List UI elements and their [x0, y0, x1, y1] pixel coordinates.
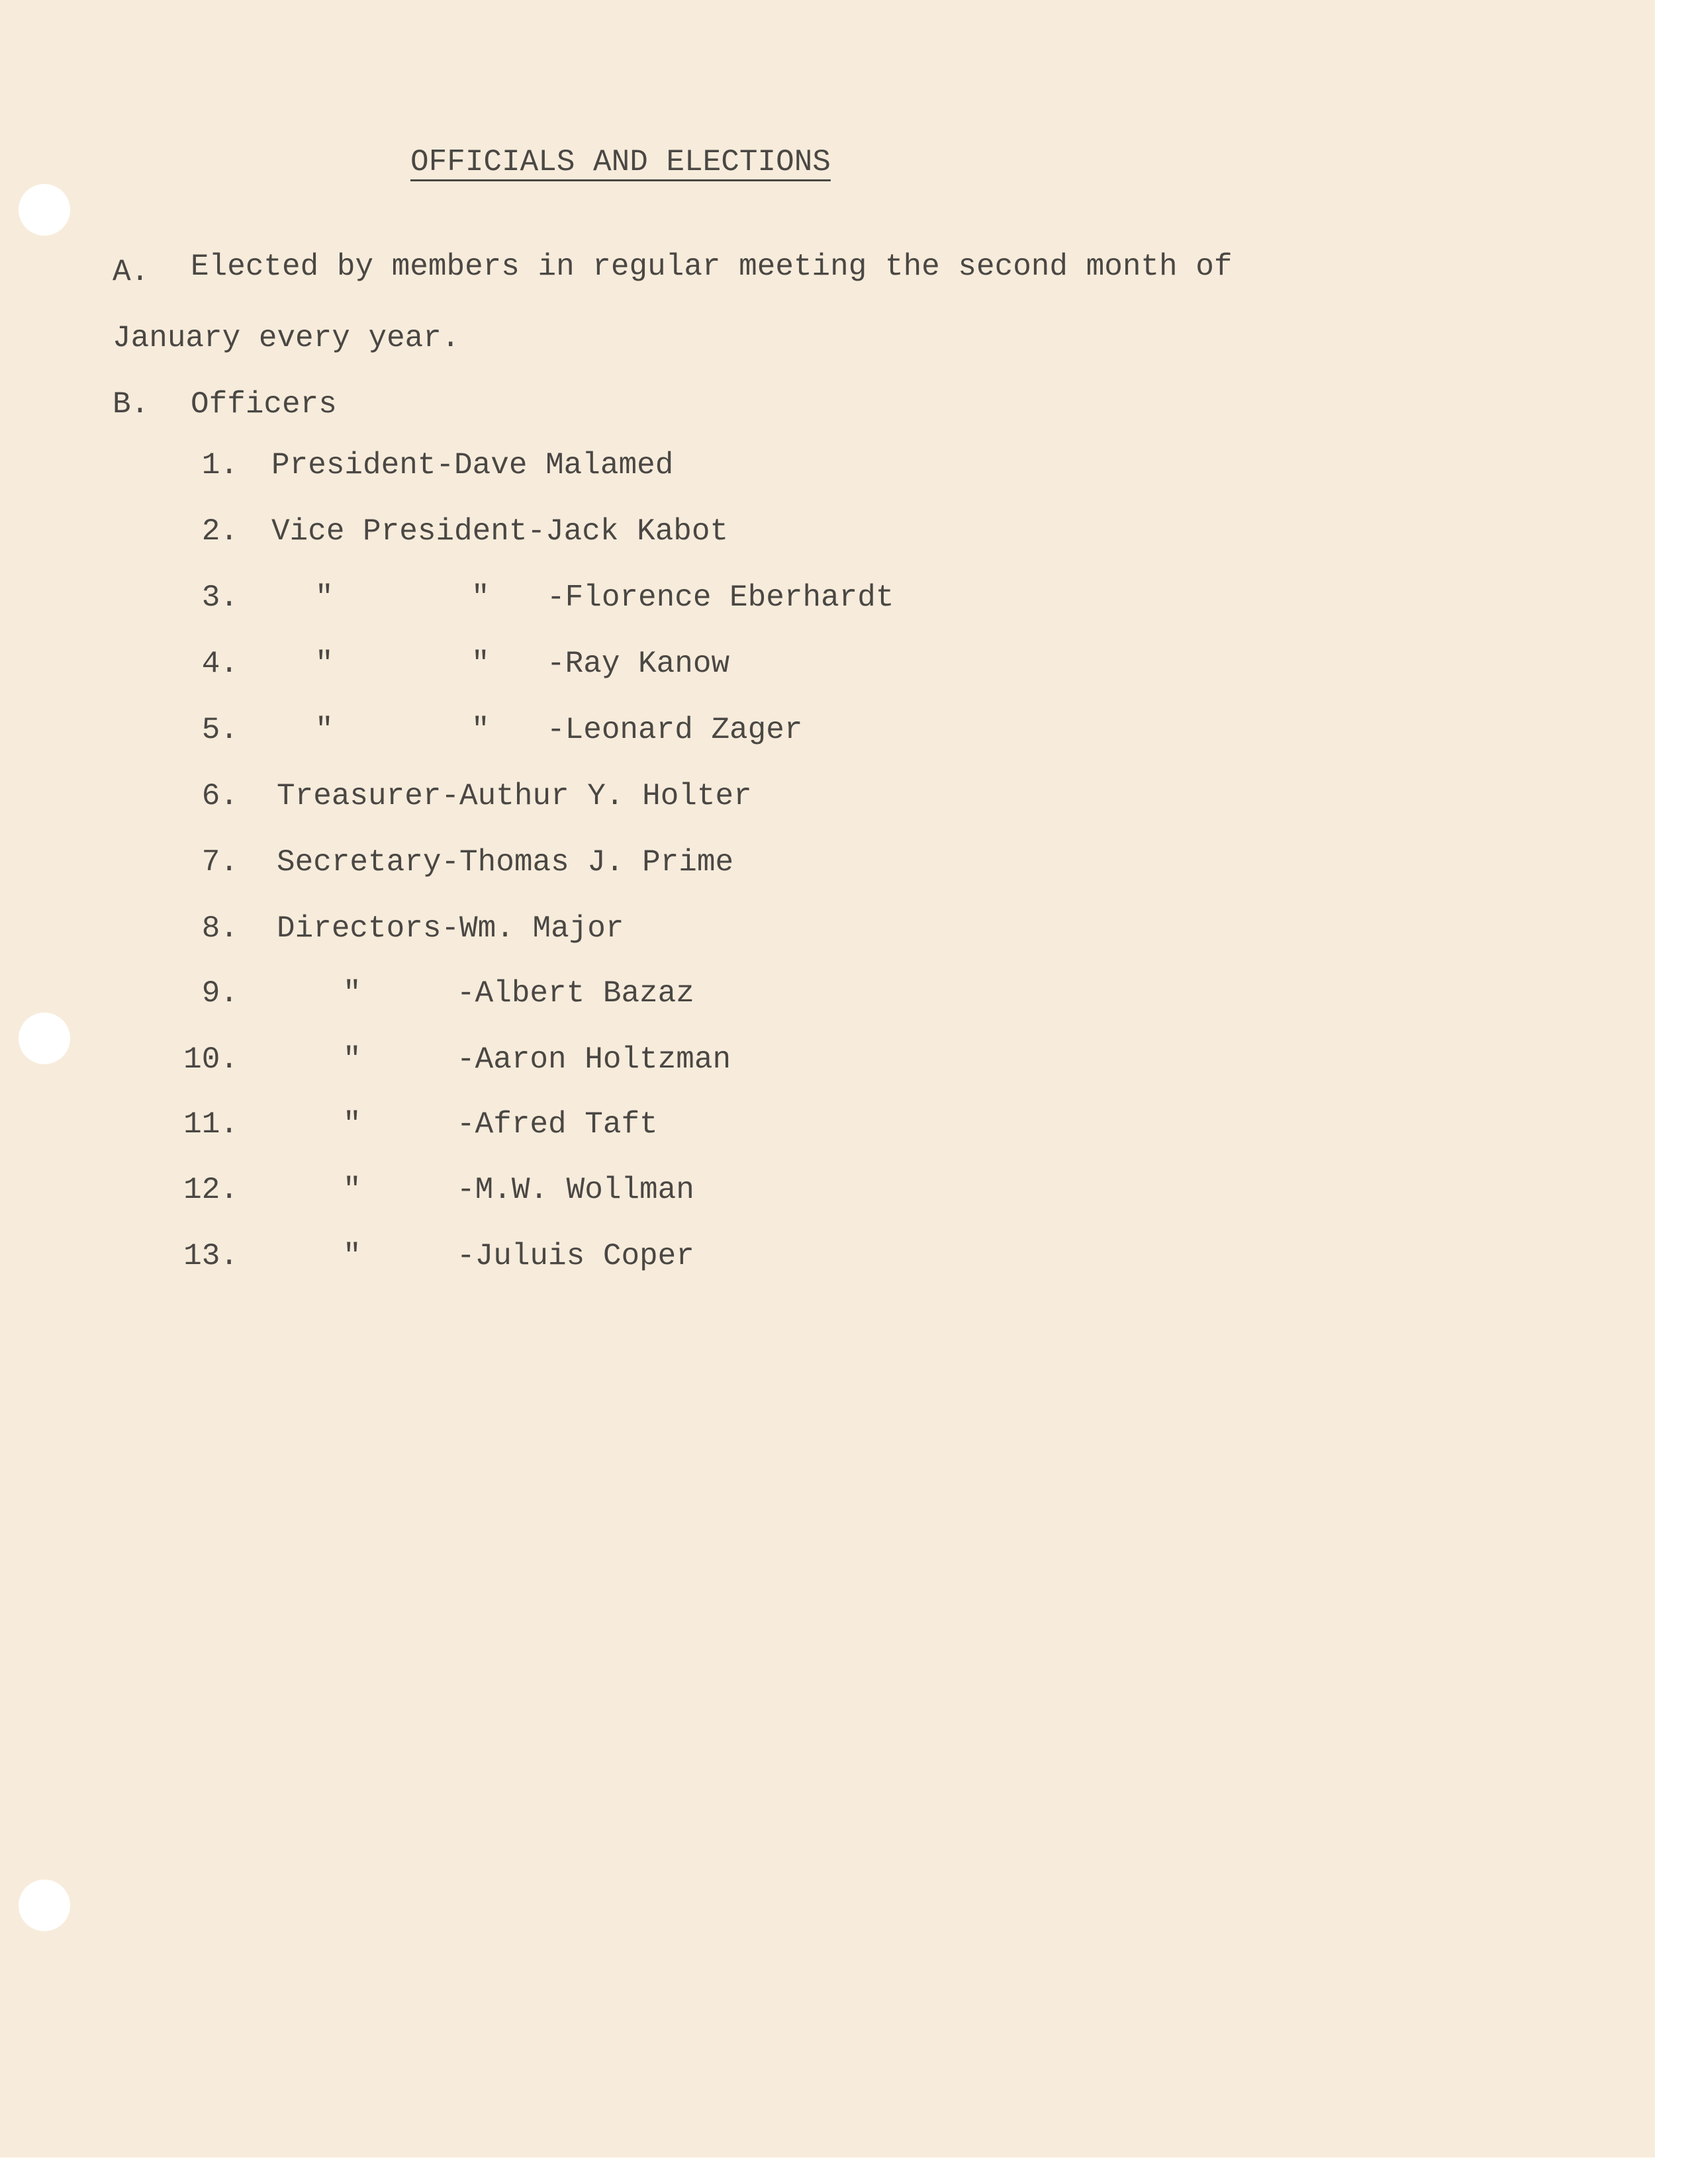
officer-number: 8. — [201, 911, 238, 946]
officer-number: 6. — [201, 779, 238, 813]
ditto-mark: " — [343, 976, 361, 1011]
officer-entry: -Leonard Zager — [547, 713, 803, 747]
officer-number: 1. — [201, 448, 238, 482]
officer-entry: -M.W. Wollman — [457, 1173, 694, 1207]
ditto-mark: " — [343, 1107, 361, 1142]
officer-number: 2. — [201, 514, 238, 549]
ditto-mark: " — [471, 647, 490, 681]
officer-entry: Treasurer-Authur Y. Holter — [277, 779, 752, 813]
officer-number: 10. — [183, 1042, 238, 1077]
officer-entry: -Aaron Holtzman — [457, 1042, 731, 1077]
ditto-mark: " — [315, 713, 334, 747]
officer-number: 7. — [201, 845, 238, 880]
ditto-mark: " — [315, 580, 334, 615]
officer-entry: President-Dave Malamed — [271, 448, 674, 482]
officer-number: 9. — [201, 976, 238, 1011]
punch-hole-middle — [19, 1013, 70, 1064]
officer-entry: Secretary-Thomas J. Prime — [277, 845, 734, 880]
officer-entry: Directors-Wm. Major — [277, 911, 624, 946]
section-b-heading: Officers — [191, 387, 337, 422]
ditto-mark: " — [471, 713, 490, 747]
ditto-mark: " — [471, 580, 490, 615]
officer-number: 13. — [183, 1239, 238, 1273]
officer-entry: -Juluis Coper — [457, 1239, 694, 1273]
officer-number: 3. — [201, 580, 238, 615]
section-b-label: B. — [113, 387, 150, 422]
officer-number: 5. — [201, 713, 238, 747]
officer-entry: -Albert Bazaz — [457, 976, 694, 1011]
officer-number: 4. — [201, 647, 238, 681]
section-a-label: A. — [113, 255, 150, 289]
ditto-mark: " — [315, 647, 334, 681]
officer-entry: -Afred Taft — [457, 1107, 658, 1142]
punch-hole-bottom — [19, 1880, 70, 1931]
officer-number: 11. — [183, 1107, 238, 1142]
ditto-mark: " — [343, 1239, 361, 1273]
section-a-line2: January every year. — [113, 321, 460, 355]
ditto-mark: " — [343, 1042, 361, 1077]
punch-hole-top — [19, 184, 70, 236]
officer-entry: -Ray Kanow — [547, 647, 730, 681]
ditto-mark: " — [343, 1173, 361, 1207]
officer-number: 12. — [183, 1173, 238, 1207]
officer-entry: -Florence Eberhardt — [547, 580, 894, 615]
officer-entry: Vice President-Jack Kabot — [271, 514, 729, 549]
section-a-line1: Elected by members in regular meeting the second month of — [191, 250, 1233, 284]
document-title: OFFICIALS AND ELECTIONS — [410, 145, 831, 179]
